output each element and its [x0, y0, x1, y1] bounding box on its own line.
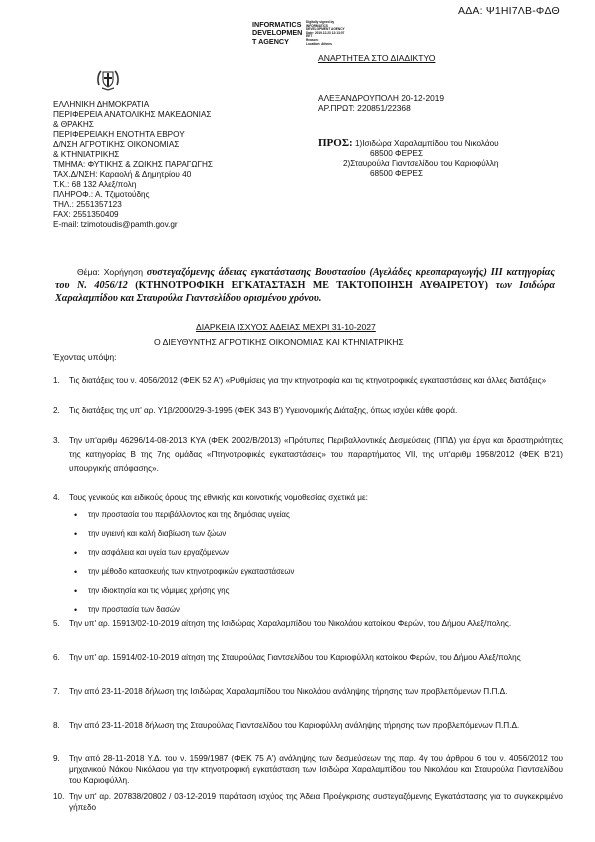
clause-3: 3. Την υπ'αριθμ 46296/14-08-2013 ΚΥΑ (ΦΕΚ 2002/Β/2013) «Πρότυπες Περιβαλλοντικές Δεσμεύσεις (ΠΠΔ) για έργα και δραστηριότητες της κατηγορίας Β της 7ης ομάδας «Πτηνοτροφικές εγκαταστάσεις» του παραρτήματος VII, της υπ'αριθμ 1958/2012 (ΦΕΚ Β'21) υπουργικής απόφασης».: [53, 436, 563, 473]
sender-line: ΠΛΗΡΟΦ.: Α. Τζιμοτούδης: [53, 190, 150, 199]
place-date: ΑΛΕΞΑΝΔΡΟΥΠΟΛΗ 20-12-2019: [318, 93, 445, 103]
sender-line: ΤΜΗΜΑ: ΦΥΤΙΚΗΣ & ΖΩΙΚΗΣ ΠΑΡΑΓΩΓΗΣ: [53, 160, 213, 169]
director-title: Ο ΔΙΕΥΘΥΝΤΗΣ ΑΓΡΟΤΙΚΗΣ ΟΙΚΟΝΟΜΙΑΣ ΚΑΙ ΚΤΗΝΙΑΤΡΙΚΗΣ: [154, 337, 404, 347]
sender-line: & ΚΤΗΝΙΑΤΡΙΚΗΣ: [53, 150, 120, 159]
sender-line: & ΘΡΑΚΗΣ: [53, 120, 94, 129]
list-item: • την μέθοδο κατασκευής των κτηνοτροφικών εγκαταστάσεων: [74, 567, 295, 577]
clause-9: 9. Την από 28-11-2018 Υ.Δ. του ν. 1599/1987 (ΦΕΚ 75 Α') ανάληψης των δεσμεύσεων της παρ. 4γ του άρθρου 6 του ν. 4056/2012 του μηχανικού Νάκου Νικόλαου για την κτηνοτροφική εγκατάσταση των Ισιδώρα Χαραλαμπίδου του Νικολάου και Σταυρούλα Γιαντσελίδου του Καριοφύλλη.: [53, 754, 563, 785]
subject-label: Θέμα:: [77, 267, 100, 277]
list-item: • την ιδιοκτησία και τις νόμιμες χρήσης γης: [74, 586, 230, 596]
list-item: • την προστασία του περιβάλλοντος και της δημόσιας υγείας: [74, 510, 290, 520]
clause-8: 8. Την από 23-11-2018 δήλωση της Σταυρούλας Γιαντσελίδου του Καριοφύλλη ανάληψης τήρησης των προβλεπόμενων Π.Π.Δ.: [53, 721, 520, 730]
signature-agency-name: INFORMATICS DEVELOPMEN T AGENCY: [252, 20, 303, 46]
clause-6: 6. Την υπ' αρ. 15914/02-10-2019 αίτηση της Σταυρούλας Γιαντσελίδου του Καριοφύλλη κατοίκου Φερών, του Δήμου Αλεξ/πολης: [53, 653, 521, 662]
greek-republic-emblem-icon: [96, 66, 120, 94]
sender-email[interactable]: E-mail: tzimotoudis@pamth.gov.gr: [53, 220, 178, 229]
signature-details: Digitally signed by INFORMATICS DEVELOPMENT AGENCY Date: 2019.12.23 12:13:07 EET Reason: Location: Athens: [306, 20, 345, 46]
recipient-1: 1)Ισιδώρα Χαραλαμπίδου του Νικολάου: [354, 139, 499, 148]
publish-online-note: ΑΝΑΡΤΗΤΕΑ ΣΤΟ ΔΙΑΔΙΚΤΥΟ: [318, 53, 436, 63]
place-date-block: [318, 93, 444, 113]
sender-line: Δ/ΝΣΗ ΑΓΡΟΤΙΚΗΣ ΟΙΚΟΝΟΜΙΑΣ: [53, 140, 180, 149]
sender-line: ΕΛΛΗΝΙΚΗ ΔΗΜΟΚΡΑΤΙΑ: [53, 100, 150, 109]
recipients-block: [318, 138, 499, 179]
validity-period: ΔΙΑΡΚΕΙΑ ΙΣΧΥΟΣ ΑΔΕΙΑΣ ΜΕΧΡΙ 31-10-2027: [196, 322, 376, 332]
clause-2: 2. Τις διατάξεις της υπ' αρ. Υ1β/2000/29-3-1995 (ΦΕΚ 343 Β') Υγειονομικής Διάταξης, όπως ισχύει κάθε φορά.: [53, 406, 458, 415]
considerations-heading: Έχοντας υπόψη:: [53, 352, 117, 362]
subject-paragraph: Θέμα: Χορήγηση συστεγαζόμενης άδειας εγκατάστασης Βουστασίου (Αγελάδες κρεοπαραγωγής) ΙΙΙ κατηγορίας του Ν. 4056/12 (ΚΤΗΝΟΤΡΟΦΙΚΗ ΕΓΚΑΤΑΣΤΑΣΗ ΜΕ ΤΑΚΤΟΠΟΙΗΣΗ ΑΥΘΑΙΡΕΤΟΥ) των Ισιδώρα Χαραλαμπίδου και Σταυρούλα Γιαντσελίδου ορισμένου χρόνου.: [55, 267, 555, 304]
list-item: • την ασφάλεια και υγεία των εργαζόμενων: [74, 548, 229, 558]
sender-line: ΠΕΡΙΦΕΡΕΙΑ ΑΝΑΤΟΛΙΚΗΣ ΜΑΚΕΔΟΝΙΑΣ: [53, 110, 212, 119]
protocol-number: ΑΡ.ΠΡΩΤ: 220851/22368: [318, 103, 411, 113]
clause-1: 1. Τις διατάξεις του ν. 4056/2012 (ΦΕΚ 52 Α') «Ρυθμίσεις για την κτηνοτροφία και τις κτηνοτροφικές εγκαταστάσεις και άλλες διατάξεις»: [53, 376, 547, 385]
clause-7: 7. Την από 23-11-2018 δήλωση της Ισιδώρας Χαραλαμπίδου του Νικολάου ανάληψης τήρησης των προβλεπόμενων Π.Π.Δ.: [53, 687, 508, 696]
clause-5: 5. Την υπ' αρ. 15913/02-10-2019 αίτηση της Ισιδώρας Χαραλαμπίδου του Νικολάου κατοίκου Φερών, του Δήμου Αλεξ/πολης.: [53, 619, 512, 628]
sender-block: [53, 100, 213, 230]
ada-code: ΑΔΑ: Ψ1ΗΙ7ΛΒ-ΦΔΘ: [458, 5, 560, 17]
recipient-2: 2)Σταυρούλα Γιαντσελίδου του Καριοφύλλη: [343, 159, 499, 168]
sender-line: Τ.Κ.: 68 132 Αλεξ/πολη: [53, 180, 137, 189]
recipient-2-address: 68500 ΦΕΡΕΣ: [370, 169, 424, 178]
sender-line: ΠΕΡΙΦΕΡΕΙΑΚΗ ΕΝΟΤΗΤΑ ΕΒΡΟΥ: [53, 130, 185, 139]
recipients-label: ΠΡΟΣ:: [318, 137, 353, 149]
clause-10: 10. Την υπ' αρ. 207838/20802 / 03-12-2019 παράταση ισχύος της Άδεια Προέγκρισης συστεγαζόμενης Εγκατάστασης για το συγκεκριμένο γήπεδο: [53, 792, 563, 812]
clause-4: 4. Τους γενικούς και ειδικούς όρους της εθνικής και κοινοτικής νομοθεσίας σχετικά με:: [53, 493, 368, 502]
sender-line: FAX: 2551350409: [53, 210, 119, 219]
recipient-1-address: 68500 ΦΕΡΕΣ: [370, 149, 424, 158]
list-item: • την προστασία των δασών: [74, 605, 180, 615]
list-item: • την υγιεινή και καλή διαβίωση των ζώων: [74, 529, 227, 539]
sender-line: ΤΗΛ.: 2551357123: [53, 200, 122, 209]
sender-line: ΤΑΧ.Δ/ΝΣΗ: Καραολή & Δημητρίου 40: [53, 170, 192, 179]
